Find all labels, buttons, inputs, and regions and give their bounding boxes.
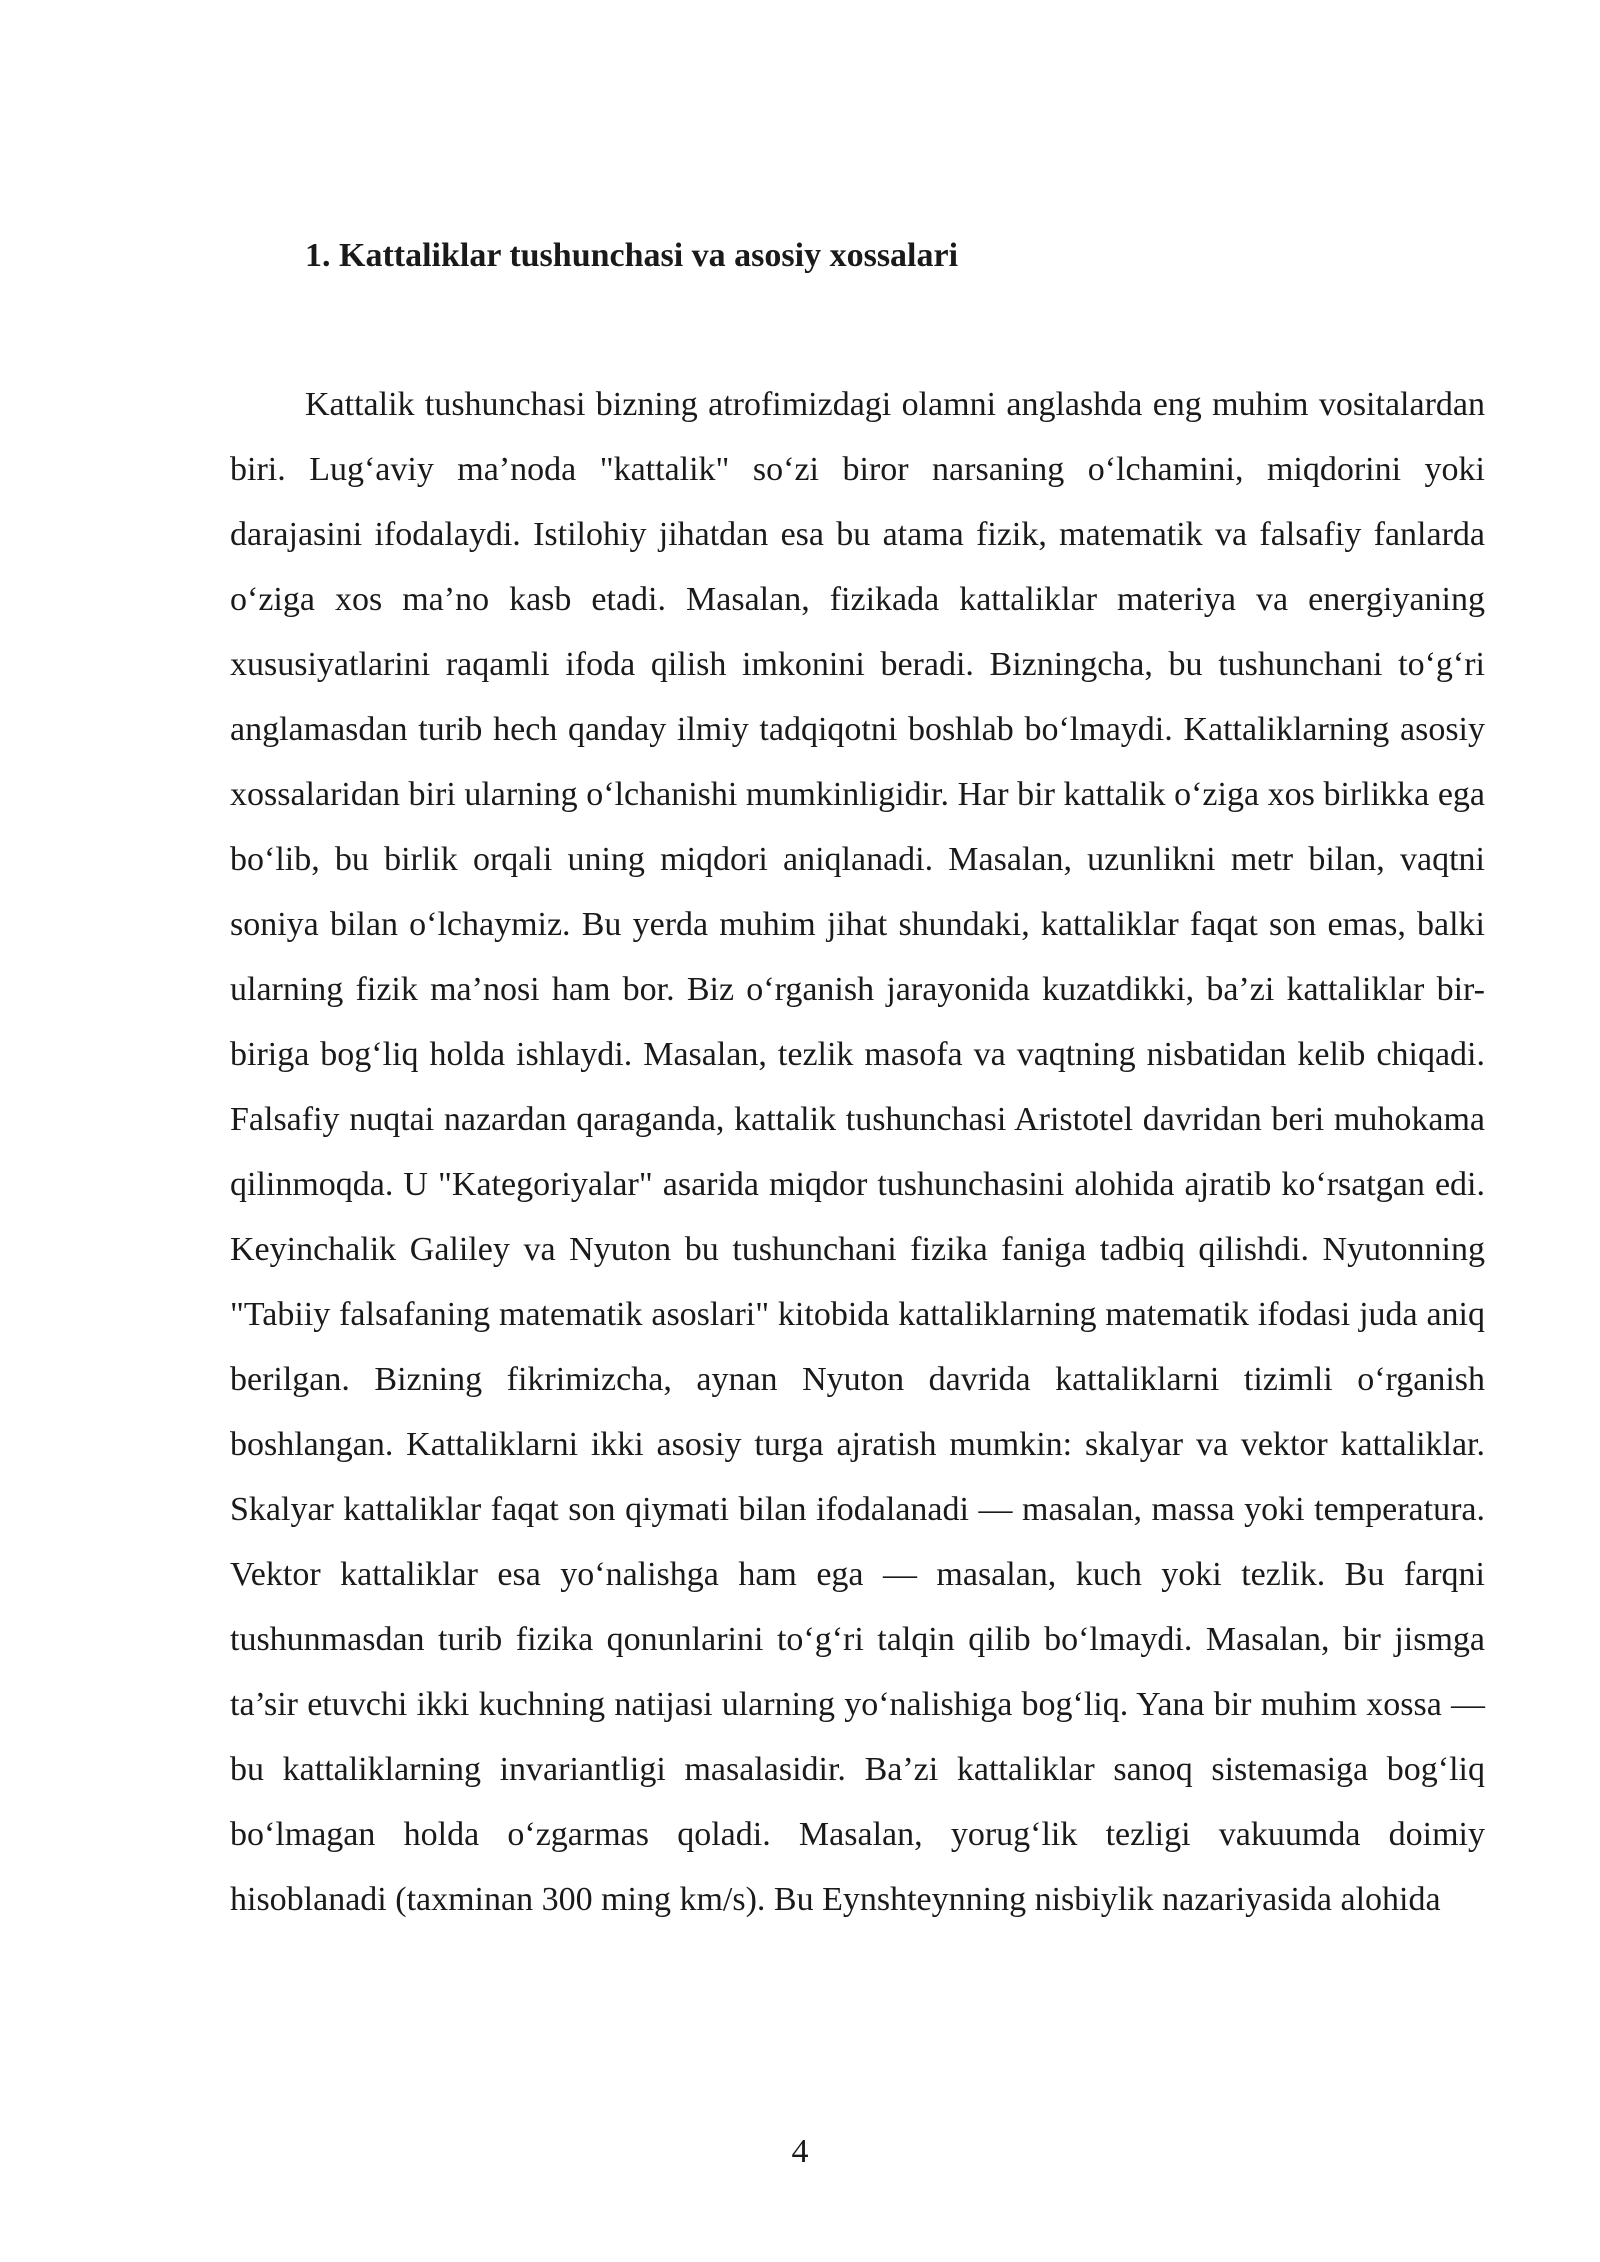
section-heading: 1. Kattaliklar tushunchasi va asosiy xossalari bbox=[305, 237, 959, 274]
page-number: 4 bbox=[791, 2133, 809, 2170]
body-paragraph: Kattalik tushunchasi bizning atrofimizdagi olamni anglashda eng muhim vositalardan biri. Lug‘aviy ma’noda "kattalik" so‘zi biror narsaning o‘lchamini, miqdorini yoki darajasini ifodalaydi. Istilohiy jihatdan esa bu atama fizik, matematik va falsafiy fanlarda o‘ziga xos ma’no kasb etadi. Masalan, fizikada kattaliklar materiya va energiyaning xususiyatlarini raqamli ifoda qilish imkonini beradi. Bizningcha, bu tushunchani to‘g‘ri anglamasdan turib hech qanday ilmiy tadqiqotni boshlab bo‘lmaydi. Kattaliklarning asosiy xossalaridan biri ularning o‘lchanishi mumkinligidir. Har bir kattalik o‘ziga xos birlikka ega bo‘lib, bu birlik orqali uning miqdori aniqlanadi. Masalan, uzunlikni metr bilan, vaqtni soniya bilan o‘lchaymiz. Bu yerda muhim jihat shundaki, kattaliklar faqat son emas, balki ularning fizik ma’nosi ham bor. Biz o‘rganish jarayonida kuzatdikki, ba’zi kattaliklar bir-biriga bog‘liq holda ishlaydi. Masalan, tezlik masofa va vaqtning nisbatidan kelib chiqadi. Falsafiy nuqtai nazardan qaraganda, kattalik tushunchasi Aristotel davridan beri muhokama qilinmoqda. U "Kategoriyalar" asarida miqdor tushunchasini alohida ajratib ko‘rsatgan edi. Keyinchalik Galiley va Nyuton bu tushunchani fizika faniga tadbiq qilishdi. Nyutonning "Tabiiy falsafaning matematik asoslari" kitobida kattaliklarning matematik ifodasi juda aniq berilgan. Bizning fikrimizcha, aynan Nyuton davrida kattaliklarni tizimli o‘rganish boshlangan. Kattaliklarni ikki asosiy turga ajratish mumkin: skalyar va vektor kattaliklar. Skalyar kattaliklar faqat son qiymati bilan ifodalanadi — masalan, massa yoki temperatura. Vektor kattaliklar esa yo‘nalishga ham ega — masalan, kuch yoki tezlik. Bu farqni tushunmasdan turib fizika qonunlarini to‘g‘ri talqin qilib bo‘lmaydi. Masalan, bir jismga ta’sir etuvchi ikki kuchning natijasi ularning yo‘nalishiga bog‘liq. Yana bir muhim xossa — bu kattaliklarning invariantligi masalasidir. Ba’zi kattaliklar sanoq sistemasiga bog‘liq bo‘lmagan holda o‘zgarmas qoladi. Masalan, yorug‘lik tezligi vakuumda doimiy hisoblanadi (taxminan 300 ming km/s). Bu Eynshteynning nisbiylik nazariyasida alohida bbox=[230, 386, 1485, 1918]
